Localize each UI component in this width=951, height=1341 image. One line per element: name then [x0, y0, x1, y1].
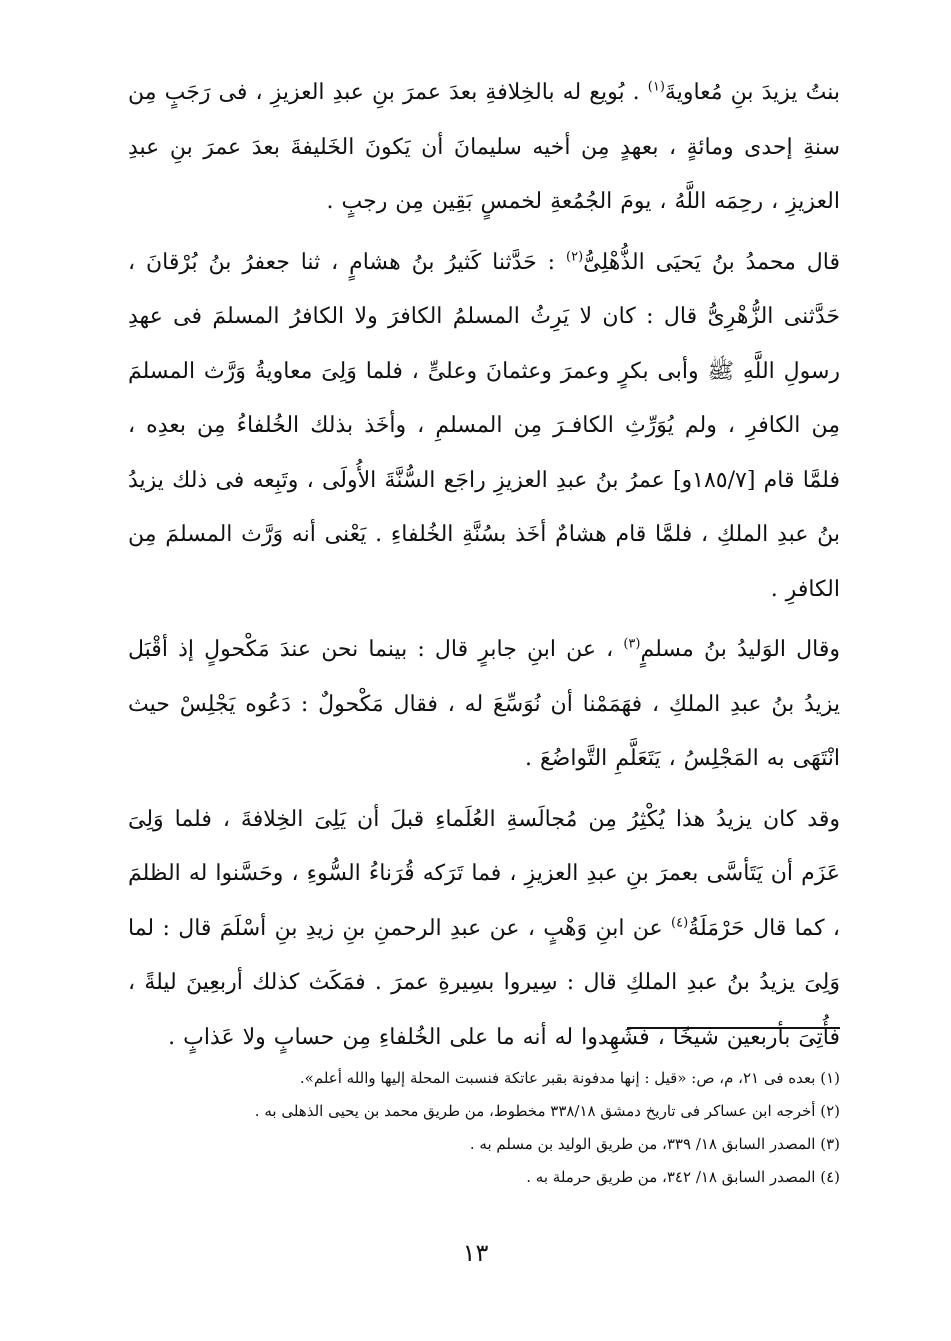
page-number: ١٣ — [462, 1239, 489, 1267]
paragraph-text: بنتُ يزيدَ بنِ مُعاويةَ — [664, 80, 841, 105]
paragraph-text: ، عن ابنِ جابرٍ قال : بينما نحن عندَ مَكْحولٍ إذ أقْبَل يزيدُ بنُ عبدِ الملكِ ، فهَمَمْنا أن نُوَسِّعَ له ، فقال مَكْحولٌ : دَعُوه يَجْلِسْ حيث انْتَهَى به المَجْلِسُ ، يَتَعَلَّمِ التَّواضُعَ . — [128, 637, 840, 771]
footnote-3: (٣) المصدر السابق ١٨/ ٣٣٩، من طريق الوليد بن مسلم به . — [469, 1135, 840, 1153]
paragraph-text: قال محمدُ بنُ يَحيَى الذُّهْلِىُّ — [583, 249, 840, 275]
footnotes — [128, 1062, 840, 1194]
footnote-divider — [627, 1027, 840, 1029]
paragraph-2 — [128, 236, 840, 618]
footnote-4: (٤) المصدر السابق ١٨/ ٣٤٢، من طريق حرملة به . — [526, 1168, 840, 1186]
main-text — [128, 66, 840, 1065]
paragraph-text: وقال الوَليدُ بنُ مسلمٍ — [640, 637, 840, 662]
footnote-2: (٢) أخرجه ابن عساكر فى تاريخ دمشق ٣٣٨/١٨ مخطوط، من طريق محمد بن يحيى الذهلى به . — [254, 1102, 840, 1120]
paragraph-1 — [128, 66, 840, 230]
footnote-1: (١) بعده فى ٢١، م، ص: «قيل : إنها مدفونة بقبر عاتكة فنسبت المحلة إليها والله أعلم». — [299, 1069, 840, 1087]
paragraph-text: عن ابنِ وَهْبٍ ، عن عبدِ الرحمنِ بنِ زيدِ بنِ أسْلَمَ قال : لما وَلِىَ يزيدُ بنُ عبدِ الملكِ قال : سِيروا بسِيرةِ عمرَ . فمَكَث كذلك أربعِينَ ليلةً ، فأُتِىَ بأربعين شيخًا ، فشَهِدوا له أنه ما على الخُلفاءِ مِن حسابٍ ولا عَذابٍ . — [128, 915, 840, 1050]
footnote-marker: (٣) — [623, 636, 641, 652]
paragraph-text: . بُويع له بالخِلافةِ بعدَ عمرَ بنِ عبدِ العزيزِ ، فى رَجَبٍ مِن سنةِ إحدى ومائةٍ ، بعهدٍ مِن أخيه سليمانَ أن يَكونَ الخَليفةَ بعدَ عمرَ بنِ عبدِ العزيزِ ، رحِمَه اللَّهُ ، يومَ الجُمُعةِ لخمسٍ بَقِين مِن رجبٍ . — [128, 80, 840, 214]
footnote-marker: (٢) — [566, 249, 584, 265]
paragraph-4 — [128, 793, 840, 1066]
paragraph-text: وقد كان يزيدُ هذا يُكْثِرُ مِن مُجالَسةِ العُلَماءِ قبلَ أن يَلِىَ الخِلافةَ ، فلما وَلِىَ عَزَم أن يَتَأسَّى بعمرَ بنِ عبدِ العزيزِ ، فما تَرَكه قُرَناءُ السُّوءِ ، وحَسَّنوا له الظلمَ ، كما قال حَرْمَلَةُ — [128, 806, 840, 941]
paragraph-text: : حَدَّثنا كَثيرُ بنُ هشامٍ ، ثنا جعفرُ بنُ بُرْقانَ ، حَدَّثنى الزُّهْرِىُّ قال : كان لا يَرِثُ المسلمُ الكافرَ ولا الكافرُ المسلمَ فى عهدِ رسولِ اللَّهِ ﷺ وأبى بكرٍ وعمرَ وعثمانَ وعلىٍّ ، فلما وَلِىَ معاويةُ وَرَّث المسلمَ مِن الكافرِ ، ولم يُوَرِّثِ الكافـرَ مِن المسلمِ ، وأخَذ بذلك الخُلفاءُ مِن بعدِه ، فلمَّا قام [١٨٥/٧و] عمرُ بنُ عبدِ العزيزِ راجَع السُّنَّةَ الأُولَى ، وتَبِعه فى ذلك يزيدُ بنُ عبدِ الملكِ ، فلمَّا قام هشامٌ أخَذ بسُنَّةِ الخُلفاءِ . يَعْنى أنه وَرَّث المسلمَ مِن الكافرِ . — [128, 249, 841, 602]
paragraph-3 — [128, 623, 840, 787]
footnote-marker: (٤) — [671, 915, 689, 931]
footnote-marker: (١) — [647, 79, 665, 95]
